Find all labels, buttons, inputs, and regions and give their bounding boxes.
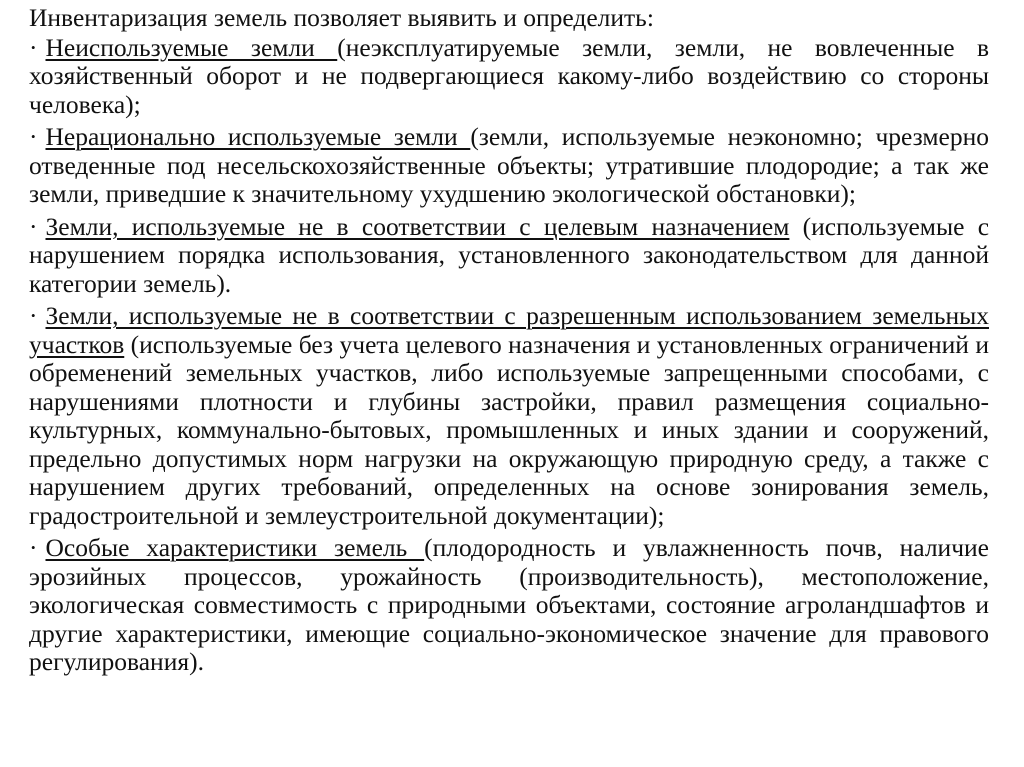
list-item-term: Земли, используемые не в соответствии с целевым назначением xyxy=(45,211,790,241)
document-page xyxy=(29,4,989,681)
bullet-marker: · xyxy=(29,211,38,241)
bullet-marker: · xyxy=(29,122,38,151)
list-item-non-permitted-use xyxy=(29,302,989,530)
list-item-term: Неиспользуемые земли xyxy=(45,32,338,62)
list-item-term: Особые характеристики земель xyxy=(45,533,425,562)
list-item-description: (используемые с нарушением порядка использования, установленного законодательством для данной категории земель). xyxy=(29,211,990,298)
list-item-unused-lands xyxy=(29,34,989,120)
list-item-description: (используемые без учета целевого назначения и установленных ограничений и обременений земельных участков, либо используемые запрещенными способами, с нарушениями плотности и глубины застройки, правил размещения социально-культурных, коммунально-бытовых, промышленных и иных здании и сооружений, предельно допустимых норм нагрузки на окружающую природную среду, а также с нарушением других требований, определенных на основе зонирования земель, градостроительной и землеустроительной документации); xyxy=(29,329,989,530)
list-item-special-characteristics xyxy=(29,534,989,677)
bullet-marker: · xyxy=(29,301,38,330)
list-item-description: (плодородность и увлажненность почв, наличие эрозийных процессов, урожайность (производительность), местоположение, экологическая совместимость с природными объектами, состояние агроландшафтов и другие характеристики, имеющие социально-экономическое значение для правового регулирования). xyxy=(29,533,989,676)
list-item-irrational-lands xyxy=(29,123,989,209)
intro-text: Инвентаризация земель позволяет выявить и определить: xyxy=(29,3,654,32)
list-item-non-target-use xyxy=(29,213,989,299)
list-item-description: (земли, используемые неэкономно; чрезмерно отведенные под несельскохозяйственные объекты; утратившие плодородие; а так же земли, приведшие к значительному ухудшению экологической обстановки); xyxy=(29,122,989,208)
bullet-marker: · xyxy=(29,533,38,562)
list-item-term: Земли, используемые не в соответствии с разрешенным использованием земельных участков xyxy=(29,301,989,359)
list-item-description: (неэксплуатируемые земли, земли, не вовлеченные в хозяйственный оборот и не подвергающиеся какому-либо воздействию со стороны человека); xyxy=(29,32,989,119)
bullet-marker: · xyxy=(29,32,38,62)
list-item-term: Нерационально используемые земли xyxy=(45,122,471,151)
